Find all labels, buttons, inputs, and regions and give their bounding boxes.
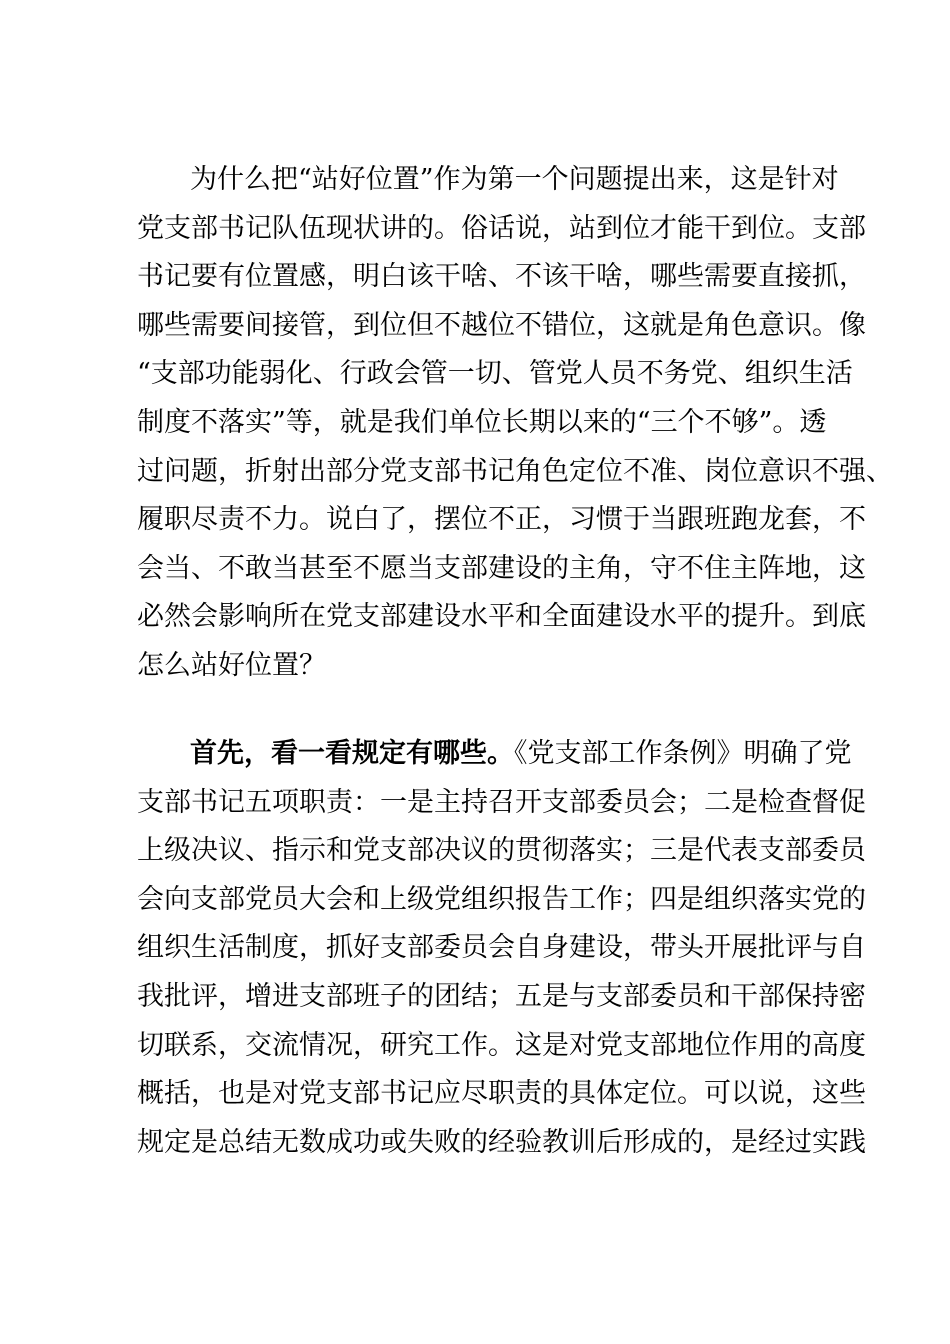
text-line: 书记要有位置感，明白该干啥、不该干啥，哪些需要直接抓， xyxy=(137,261,866,292)
text-line: 必然会影响所在党支部建设水平和全面建设水平的提升。到底 xyxy=(137,601,866,632)
text-line: “支部功能弱化、行政会管一切、管党人员不务党、组织生活 xyxy=(137,358,853,389)
text-line: 会当、不敢当甚至不愿当支部建设的主角，守不住主阵地，这 xyxy=(137,553,866,584)
text-line xyxy=(190,738,852,770)
text-line: 概括，也是对党支部书记应尽职责的具体定位。可以说，这些 xyxy=(137,1078,866,1109)
text-line: 党支部书记队伍现状讲的。俗话说，站到位才能干到位。支部 xyxy=(137,213,866,244)
text-line: 切联系，交流情况，研究工作。这是对党支部地位作用的高度 xyxy=(137,1030,866,1061)
text-line: 过问题，折射出部分党支部书记角色定位不准、岗位意识不强、 xyxy=(137,456,893,487)
text-line: 支部书记五项职责：一是主持召开支部委员会；二是检查督促 xyxy=(137,787,866,818)
text-line: 制度不落实”等，就是我们单位长期以来的“三个不够”。透 xyxy=(137,407,827,438)
text-line: 为什么把“站好位置”作为第一个问题提出来，这是针对 xyxy=(190,164,839,195)
text-line: 履职尽责不力。说白了，摆位不正，习惯于当跟班跑龙套，不 xyxy=(137,504,866,535)
text-line: 哪些需要间接管，到位但不越位不错位，这就是角色意识。像 xyxy=(137,310,866,341)
text-line: 组织生活制度，抓好支部委员会自身建设，带头开展批评与自 xyxy=(137,932,866,963)
text-line: 我批评，增进支部班子的团结；五是与支部委员和干部保持密 xyxy=(137,981,866,1012)
bold-lead-text: 首先，看一看规定有哪些。 xyxy=(190,738,514,769)
first-line-rest: 《党支部工作条例》明确了党 xyxy=(514,738,852,769)
text-line: 规定是总结无数成功或失败的经验教训后形成的，是经过实践 xyxy=(137,1127,866,1158)
text-line: 会向支部党员大会和上级党组织报告工作；四是组织落实党的 xyxy=(137,884,866,915)
text-line: 怎么站好位置？ xyxy=(137,650,326,681)
text-line: 上级决议、指示和党支部决议的贯彻落实；三是代表支部委员 xyxy=(137,835,866,866)
